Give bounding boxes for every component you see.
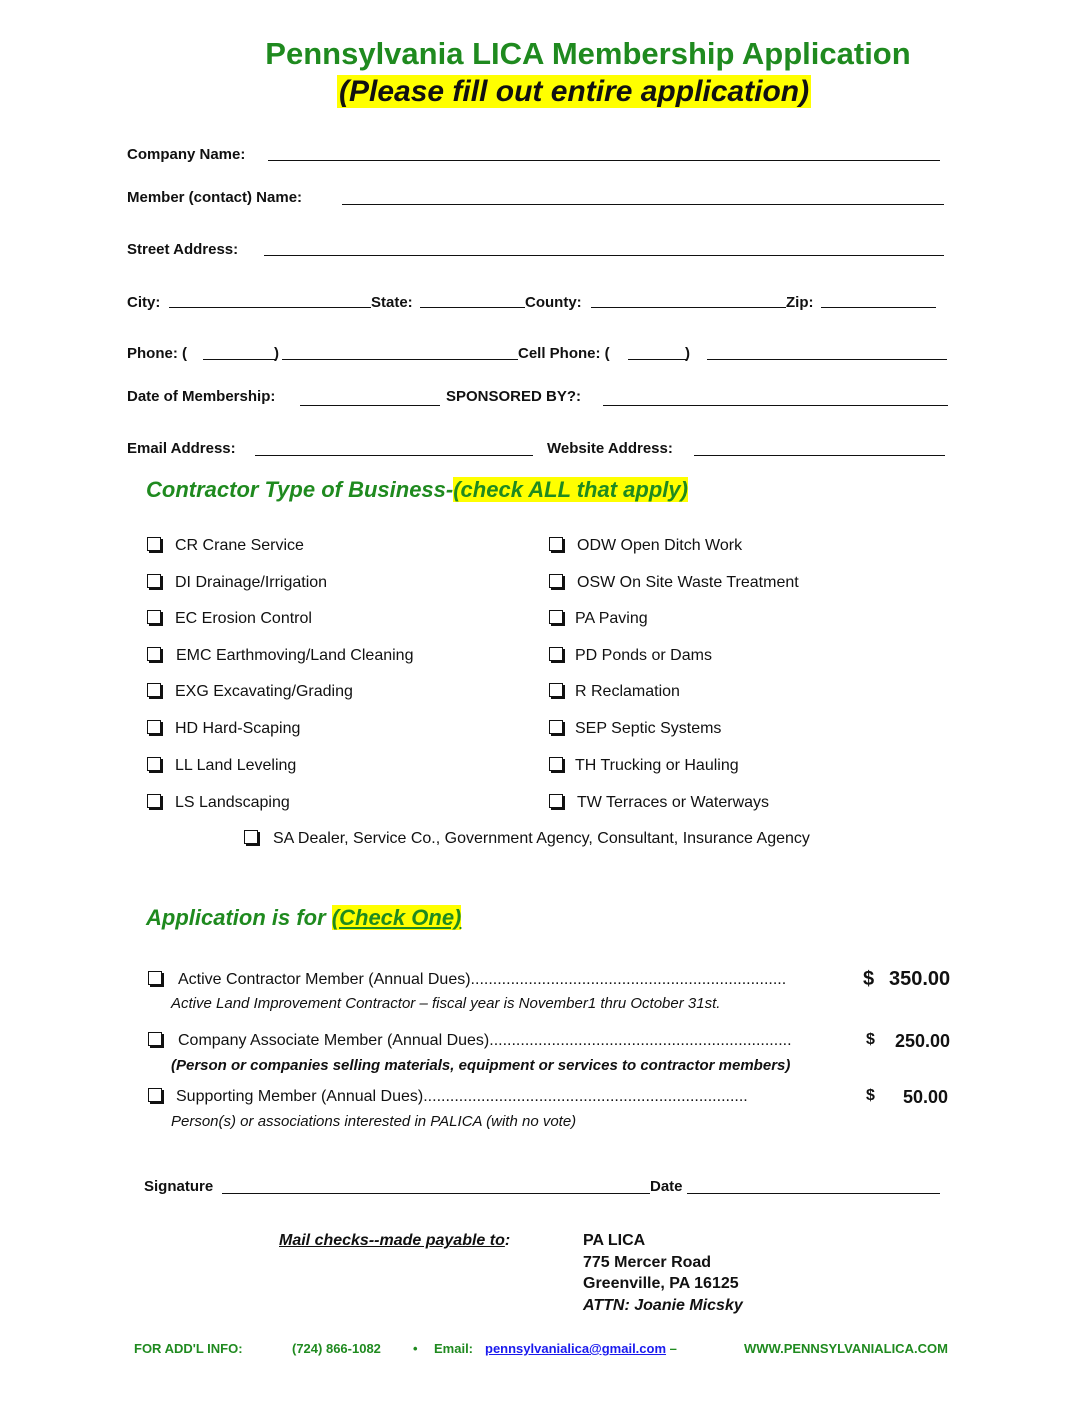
option-ll-label: LL Land Leveling (175, 757, 297, 774)
mail-street: 775 Mercer Road (583, 1254, 712, 1271)
phone-area-code-field[interactable] (203, 359, 275, 360)
checkbox-hd[interactable] (147, 720, 161, 734)
application-heading (146, 905, 461, 931)
street-address-label: Street Address: (127, 241, 239, 258)
option-cr-label: CR Crane Service (175, 537, 304, 554)
footer-dash: – (669, 1341, 677, 1356)
checkbox-active-contractor[interactable] (148, 971, 162, 985)
option-th-label: TH Trucking or Hauling (575, 757, 739, 774)
option-pa-label: PA Paving (575, 610, 648, 627)
checkbox-r[interactable] (549, 683, 563, 697)
company-associate-currency: $ (866, 1031, 875, 1048)
cell-close-paren: ) (685, 345, 690, 362)
option-r-label: R Reclamation (575, 683, 680, 700)
active-contractor-currency: $ (863, 968, 875, 990)
footer-bullet: • (413, 1341, 418, 1356)
sponsored-by-field[interactable] (603, 405, 948, 406)
phone-field[interactable] (282, 359, 518, 360)
checkbox-ls[interactable] (147, 794, 161, 808)
phone-label: Phone: ( (127, 345, 187, 362)
option-pd-label: PD Ponds or Dams (575, 647, 712, 664)
mail-attn: ATTN: Joanie Micsky (583, 1297, 743, 1314)
option-sep-label: SEP Septic Systems (575, 720, 722, 737)
checkbox-exg[interactable] (147, 683, 161, 697)
application-hint: (Check One) (331, 905, 462, 930)
business-type-hint: (check ALL that apply) (453, 477, 688, 502)
supporting-amount: 50.00 (903, 1087, 949, 1107)
footer-email[interactable]: pennsylvanialica@gmail.com (485, 1341, 667, 1356)
option-ls-label: LS Landscaping (175, 794, 290, 811)
active-contractor-label: Active Contractor Member (Annual Dues)....................................................................... (178, 971, 787, 988)
member-name-label: Member (contact) Name: (127, 189, 303, 206)
city-label: City: (127, 294, 161, 311)
checkbox-pd[interactable] (549, 647, 563, 661)
state-label: State: (371, 294, 413, 311)
company-name-field[interactable] (268, 160, 940, 161)
date-of-membership-field[interactable] (300, 405, 440, 406)
checkbox-th[interactable] (549, 757, 563, 771)
option-sa-label: SA Dealer, Service Co., Government Agency, Consultant, Insurance Agency (273, 830, 810, 847)
website-address-label: Website Address: (547, 440, 673, 457)
checkbox-pa[interactable] (549, 610, 563, 624)
checkbox-tw[interactable] (549, 794, 563, 808)
county-field[interactable] (591, 307, 786, 308)
checkbox-cr[interactable] (147, 537, 161, 551)
mail-payee: PA LICA (583, 1232, 646, 1249)
mail-checks-colon: : (504, 1232, 511, 1249)
member-name-field[interactable] (342, 204, 944, 205)
checkbox-odw[interactable] (549, 537, 563, 551)
signature-field[interactable] (222, 1193, 650, 1194)
footer-website[interactable]: WWW.PENNSYLVANIALICA.COM (744, 1341, 948, 1356)
footer-phone: (724) 866-1082 (292, 1341, 381, 1356)
date-of-membership-label: Date of Membership: (127, 388, 276, 405)
county-label: County: (525, 294, 582, 311)
sponsored-by-label: SPONSORED BY?: (446, 388, 582, 405)
supporting-label: Supporting Member (Annual Dues)......................................................................... (176, 1088, 748, 1105)
option-di-label: DI Drainage/Irrigation (175, 574, 328, 591)
application-heading-text: Application is for (146, 905, 332, 930)
mail-city: Greenville, PA 16125 (583, 1275, 739, 1292)
page-subtitle (337, 75, 811, 109)
company-associate-amount: 250.00 (895, 1031, 951, 1051)
company-associate-note: (Person or companies selling materials, equipment or services to contractor members) (171, 1057, 791, 1074)
city-field[interactable] (169, 307, 371, 308)
footer-email-label: Email: (434, 1341, 474, 1356)
date-field[interactable] (687, 1193, 940, 1194)
cell-phone-field[interactable] (707, 359, 947, 360)
option-exg-label: EXG Excavating/Grading (175, 683, 353, 700)
street-address-field[interactable] (264, 255, 944, 256)
cell-phone-label: Cell Phone: ( (518, 345, 610, 362)
mail-checks-heading (279, 1232, 510, 1250)
company-associate-label: Company Associate Member (Annual Dues).................................................................... (178, 1032, 792, 1049)
checkbox-supporting[interactable] (148, 1088, 162, 1102)
subtitle-highlight: (Please fill out entire application) (339, 75, 810, 108)
checkbox-sep[interactable] (549, 720, 563, 734)
checkbox-ll[interactable] (147, 757, 161, 771)
option-tw-label: TW Terraces or Waterways (577, 794, 770, 811)
checkbox-company-associate[interactable] (148, 1032, 162, 1046)
zip-label: Zip: (786, 294, 814, 311)
zip-field[interactable] (821, 307, 936, 308)
website-address-field[interactable] (694, 455, 945, 456)
checkbox-ec[interactable] (147, 610, 161, 624)
option-hd-label: HD Hard-Scaping (175, 720, 301, 737)
active-contractor-note: Active Land Improvement Contractor – fiscal year is November1 thru October 31st. (171, 995, 721, 1012)
date-label: Date (650, 1178, 683, 1195)
phone-close-paren: ) (274, 345, 279, 362)
footer-info-label: FOR ADD'L INFO: (134, 1341, 243, 1356)
supporting-currency: $ (866, 1087, 875, 1104)
page-title: Pennsylvania LICA Membership Application (265, 36, 911, 71)
option-osw-label: OSW On Site Waste Treatment (577, 574, 799, 591)
company-name-label: Company Name: (127, 146, 246, 163)
option-emc-label: EMC Earthmoving/Land Cleaning (176, 647, 414, 664)
email-address-label: Email Address: (127, 440, 236, 457)
active-contractor-amount: 350.00 (889, 968, 951, 990)
checkbox-osw[interactable] (549, 574, 563, 588)
mail-checks-label: Mail checks--made payable to (279, 1232, 505, 1249)
checkbox-di[interactable] (147, 574, 161, 588)
business-type-heading-text: Contractor Type of Business- (146, 477, 454, 502)
cell-area-code-field[interactable] (628, 359, 686, 360)
business-type-heading (146, 477, 688, 503)
supporting-note: Person(s) or associations interested in PALICA (with no vote) (171, 1113, 577, 1130)
state-field[interactable] (420, 307, 525, 308)
option-odw-label: ODW Open Ditch Work (577, 537, 743, 554)
email-address-field[interactable] (255, 455, 533, 456)
footer-email-link[interactable] (485, 1341, 677, 1356)
option-ec-label: EC Erosion Control (175, 610, 312, 627)
signature-label: Signature (144, 1178, 214, 1195)
checkbox-emc[interactable] (147, 647, 161, 661)
checkbox-sa[interactable] (244, 830, 258, 844)
